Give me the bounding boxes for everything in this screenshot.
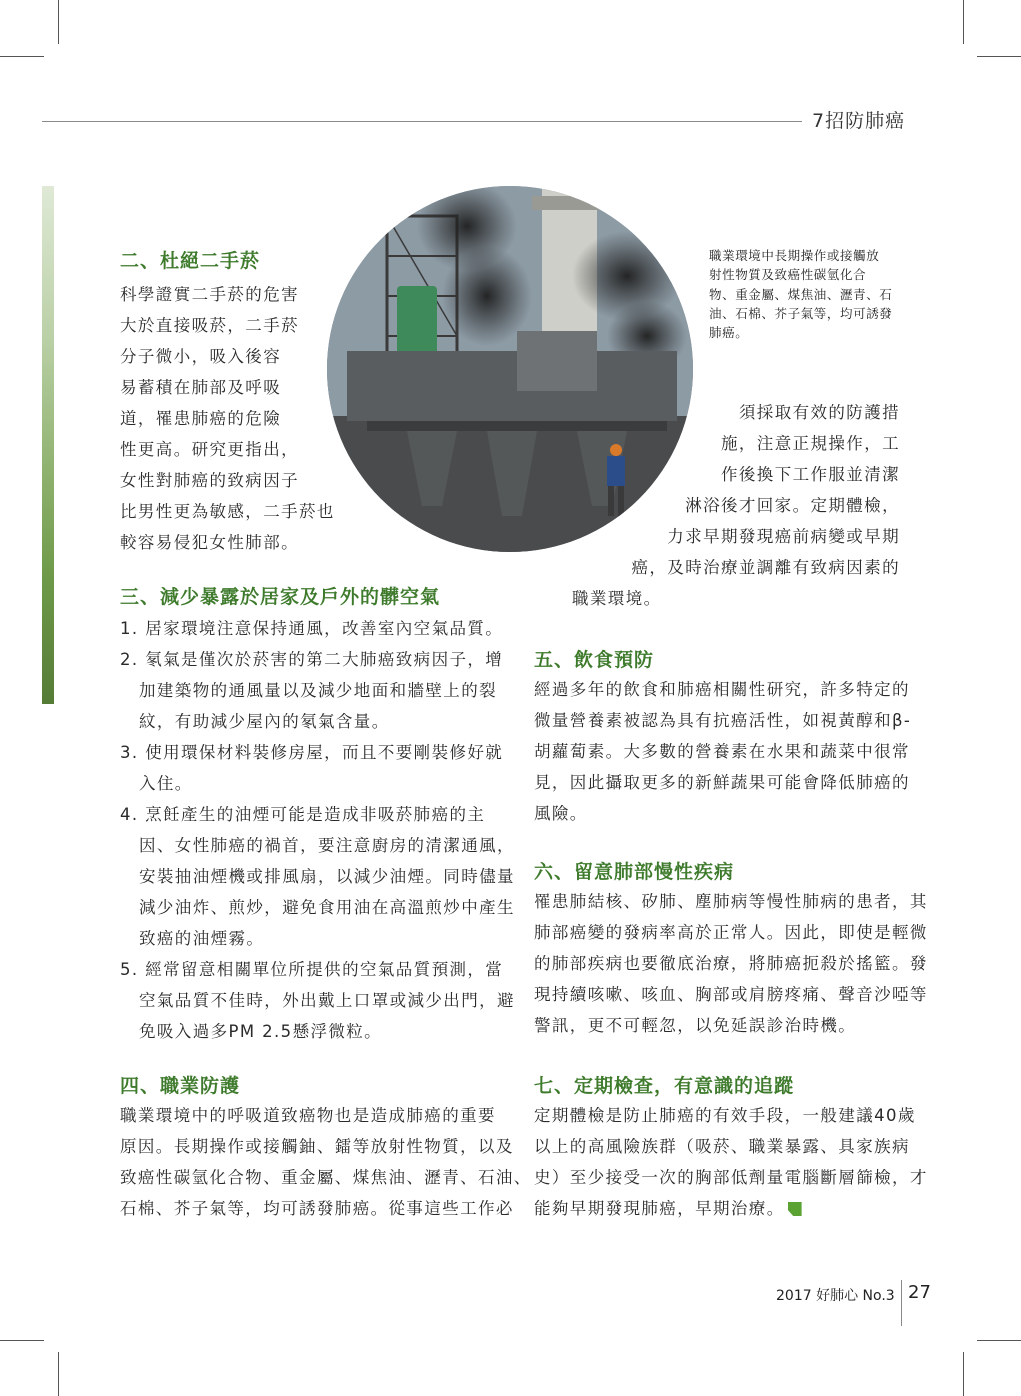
list-item: 2. 氡氣是僅次於菸害的第二大肺癌致病因子，增: [120, 650, 504, 669]
list-dirty-air: 1. 居家環境注意保持通風，改善室內空氣品質。 2. 氡氣是僅次於菸害的第二大肺癌致病因子，增 加建築物的通風量以及減少地面和牆壁上的裂 紋，有助減少屋內的氡氣含量。 3. 使用環保材料裝修房屋，而且不要剛裝修好就 入住。 4. 烹飪產生的油煙可能是造成非吸菸肺癌的主 因、女性肺癌的禍首，要注意廚房的清潔通風， 安裝抽油煙機或排風扇，以減少油煙。同時儘量 減少油炸、煎炒，避免食用油在高溫煎炒中產生 致癌的油煙霧。 5. 經常留意相關單位所提供的空氣品質預測，當 空氣品質不佳時，外出戴上口罩或減少出門，避 免吸入過多PM 2.5懸浮微粒。: [120, 613, 515, 1047]
crop-mark: [58, 0, 59, 44]
page-number: 27: [908, 1282, 931, 1303]
section-heading-occupational: 四、職業防護: [120, 1075, 241, 1097]
crop-mark: [963, 1352, 964, 1396]
issue-label: 2017 好肺心 No.3: [776, 1288, 895, 1304]
section-heading-secondhand-smoke: 二、杜絕二手菸: [120, 250, 261, 272]
list-item: 1. 居家環境注意保持通風，改善室內空氣品質。: [120, 619, 504, 638]
section-body-diet: 經過多年的飲食和肺癌相關性研究，許多特定的 微量營養素被認為具有抗癌活性，如視黃醇和β- 胡蘿蔔素。大多數的營養素在水果和蔬菜中很常 見，因此攝取更多的新鮮蔬果可能會降低肺癌的 風險。: [534, 680, 912, 823]
section-body-screening: 定期體檢是防止肺癌的有效手段，一般建議40歲 以上的高風險族群（吸菸、職業暴露、具家族病 史）至少接受一次的胸部低劑量電腦斷層篩檢，才 能夠早期發現肺癌，早期治療。: [534, 1106, 928, 1218]
section-body-occupational-tail: 職業環境。: [572, 589, 662, 608]
section-heading-dirty-air: 三、減少暴露於居家及戶外的髒空氣: [120, 586, 441, 608]
footer-divider: [901, 1280, 902, 1326]
list-item: 5. 經常留意相關單位所提供的空氣品質預測，當: [120, 960, 504, 979]
list-item: 3. 使用環保材料裝修房屋，而且不要剛裝修好就: [120, 743, 504, 762]
crop-mark: [0, 1340, 44, 1341]
crop-mark: [963, 0, 964, 44]
crop-mark: [58, 1352, 59, 1396]
section-body-occupational-continued: 須採取有效的防護措 施，注意正規操作，工 作後換下工作服並清潔 淋浴後才回家。定期體檢， 力求早期發現癌前病變或早期 癌，及時治療並調離有致病因素的: [631, 403, 900, 577]
green-photo-strip: [42, 186, 54, 704]
photo-caption: 職業環境中長期操作或接觸放 射性物質及致癌性碳氫化合 物、重金屬、煤焦油、瀝青、石 油、石棉、芥子氣等，均可誘發 肺癌。: [709, 248, 893, 341]
section-heading-diet: 五、飲食預防: [534, 649, 655, 671]
section-heading-chronic-disease: 六、留意肺部慢性疾病: [534, 861, 735, 883]
header-rule: [42, 121, 802, 122]
crop-mark: [0, 56, 44, 57]
end-mark-icon: [788, 1202, 802, 1216]
section-body-occupational: 職業環境中的呼吸道致癌物也是造成肺癌的重要 原因。長期操作或接觸鈾、鐳等放射性物質，以及 致癌性碳氫化合物、重金屬、煤焦油、瀝青、石油、 石棉、芥子氣等，均可誘發肺癌。從事這些工作必: [120, 1106, 532, 1218]
section-body-chronic-disease: 罹患肺結核、矽肺、塵肺病等慢性肺病的患者，其 肺部癌變的發病率高於正常人。因此，即使是輕微 的肺部疾病也要徹底治療，將肺癌扼殺於搖籃。發 現持續咳嗽、咳血、胸部或肩膀疼痛、聲音沙啞等 警訊，更不可輕忽，以免延誤診治時機。: [534, 892, 928, 1035]
page-title: 7招防肺癌: [812, 110, 906, 132]
list-item: 4. 烹飪產生的油煙可能是造成非吸菸肺癌的主: [120, 805, 486, 824]
section-body-secondhand-smoke: 科學證實二手菸的危害 大於直接吸菸，二手菸 分子微小，吸入後容 易蓄積在肺部及呼吸 道，罹患肺癌的危險 性更高。研究更指出， 女性對肺癌的致病因子 比男性更為敏感，二手菸也 較容易侵犯女性肺部。: [120, 285, 335, 552]
crop-mark: [977, 56, 1021, 57]
section-heading-screening: 七、定期檢查，有意識的追蹤: [534, 1075, 795, 1097]
crop-mark: [977, 1340, 1021, 1341]
